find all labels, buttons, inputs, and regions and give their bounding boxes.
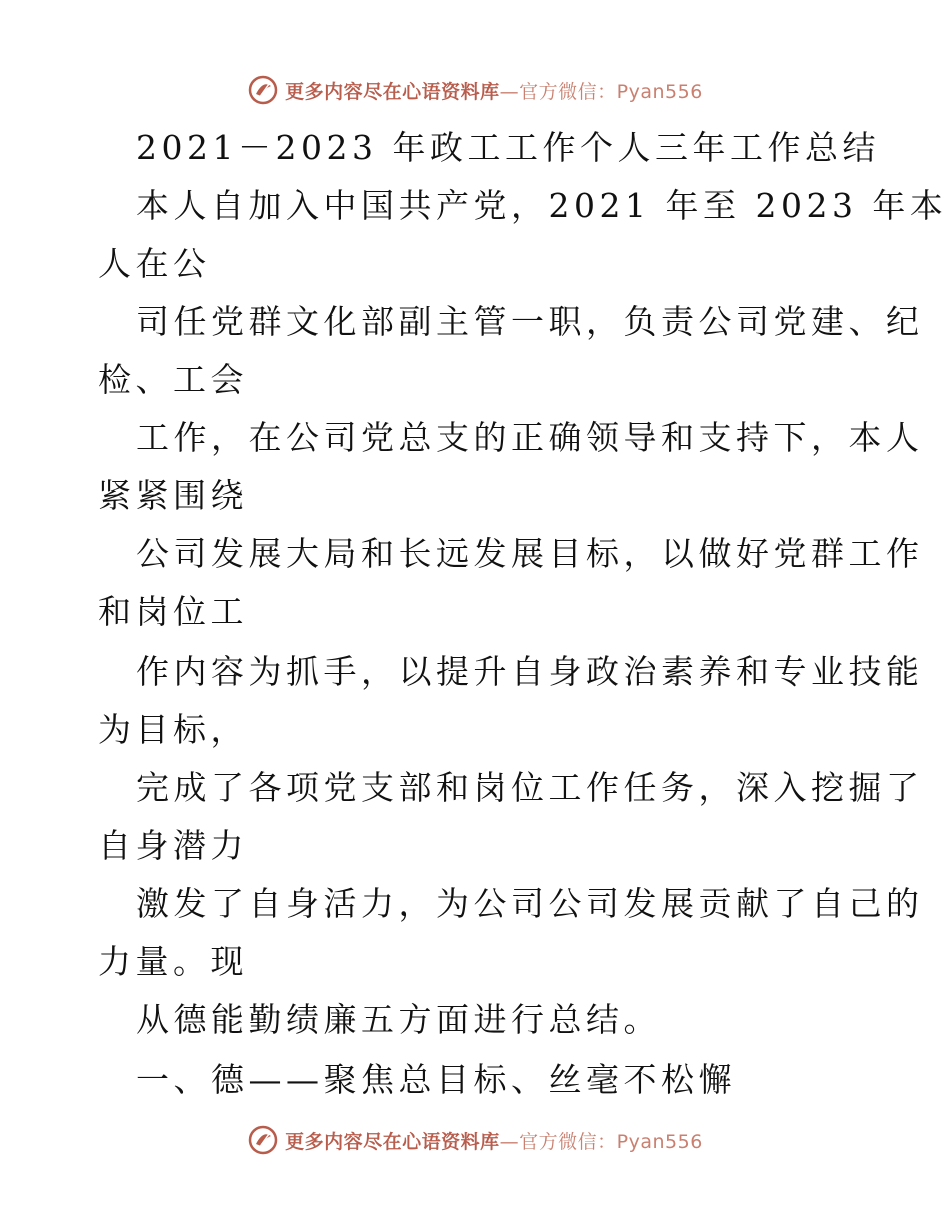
- section-heading: 一、德——聚焦总目标、丝毫不松懈: [136, 1060, 736, 1099]
- paragraph-line: 检、工会: [98, 360, 248, 399]
- watermark-contact: 官方微信：Pyan556: [519, 80, 703, 103]
- watermark-dash: —: [499, 1130, 520, 1153]
- paragraph-line: 本人自加入中国共产党，2021 年至 2023 年本: [136, 186, 948, 225]
- paragraph-line: 和岗位工: [98, 592, 248, 631]
- paragraph-line: 作内容为抓手，以提升自身政治素养和专业技能: [136, 652, 924, 691]
- watermark-logo-icon: [247, 1124, 279, 1156]
- paragraph-line: 人在公: [98, 244, 211, 283]
- watermark-header: [0, 70, 950, 110]
- watermark-dash: —: [499, 80, 520, 103]
- paragraph-line: 从德能勤绩廉五方面进行总结。: [136, 1000, 661, 1039]
- watermark-text: [285, 77, 703, 104]
- paragraph-line: 司任党群文化部副主管一职，负责公司党建、纪: [136, 302, 924, 341]
- paragraph-line: 为目标，: [98, 710, 248, 749]
- watermark-logo-icon: [247, 74, 279, 106]
- paragraph-line: 完成了各项党支部和岗位工作任务，深入挖掘了: [136, 768, 924, 807]
- watermark-footer: [0, 1120, 950, 1160]
- paragraph-line: 工作，在公司党总支的正确领导和支持下，本人: [136, 418, 924, 457]
- paragraph-line: 自身潜力: [98, 826, 248, 865]
- paragraph-line: 力量。现: [98, 942, 248, 981]
- watermark-text: [285, 1127, 703, 1154]
- watermark-main: 更多内容尽在心语资料库: [285, 1130, 500, 1153]
- document-title: 2021－2023 年政工工作个人三年工作总结: [136, 128, 880, 167]
- watermark-main: 更多内容尽在心语资料库: [285, 80, 500, 103]
- paragraph-line: 紧紧围绕: [98, 476, 248, 515]
- paragraph-line: 激发了自身活力，为公司公司发展贡献了自己的: [136, 884, 924, 923]
- watermark-contact: 官方微信：Pyan556: [519, 1130, 703, 1153]
- paragraph-line: 公司发展大局和长远发展目标，以做好党群工作: [136, 534, 924, 573]
